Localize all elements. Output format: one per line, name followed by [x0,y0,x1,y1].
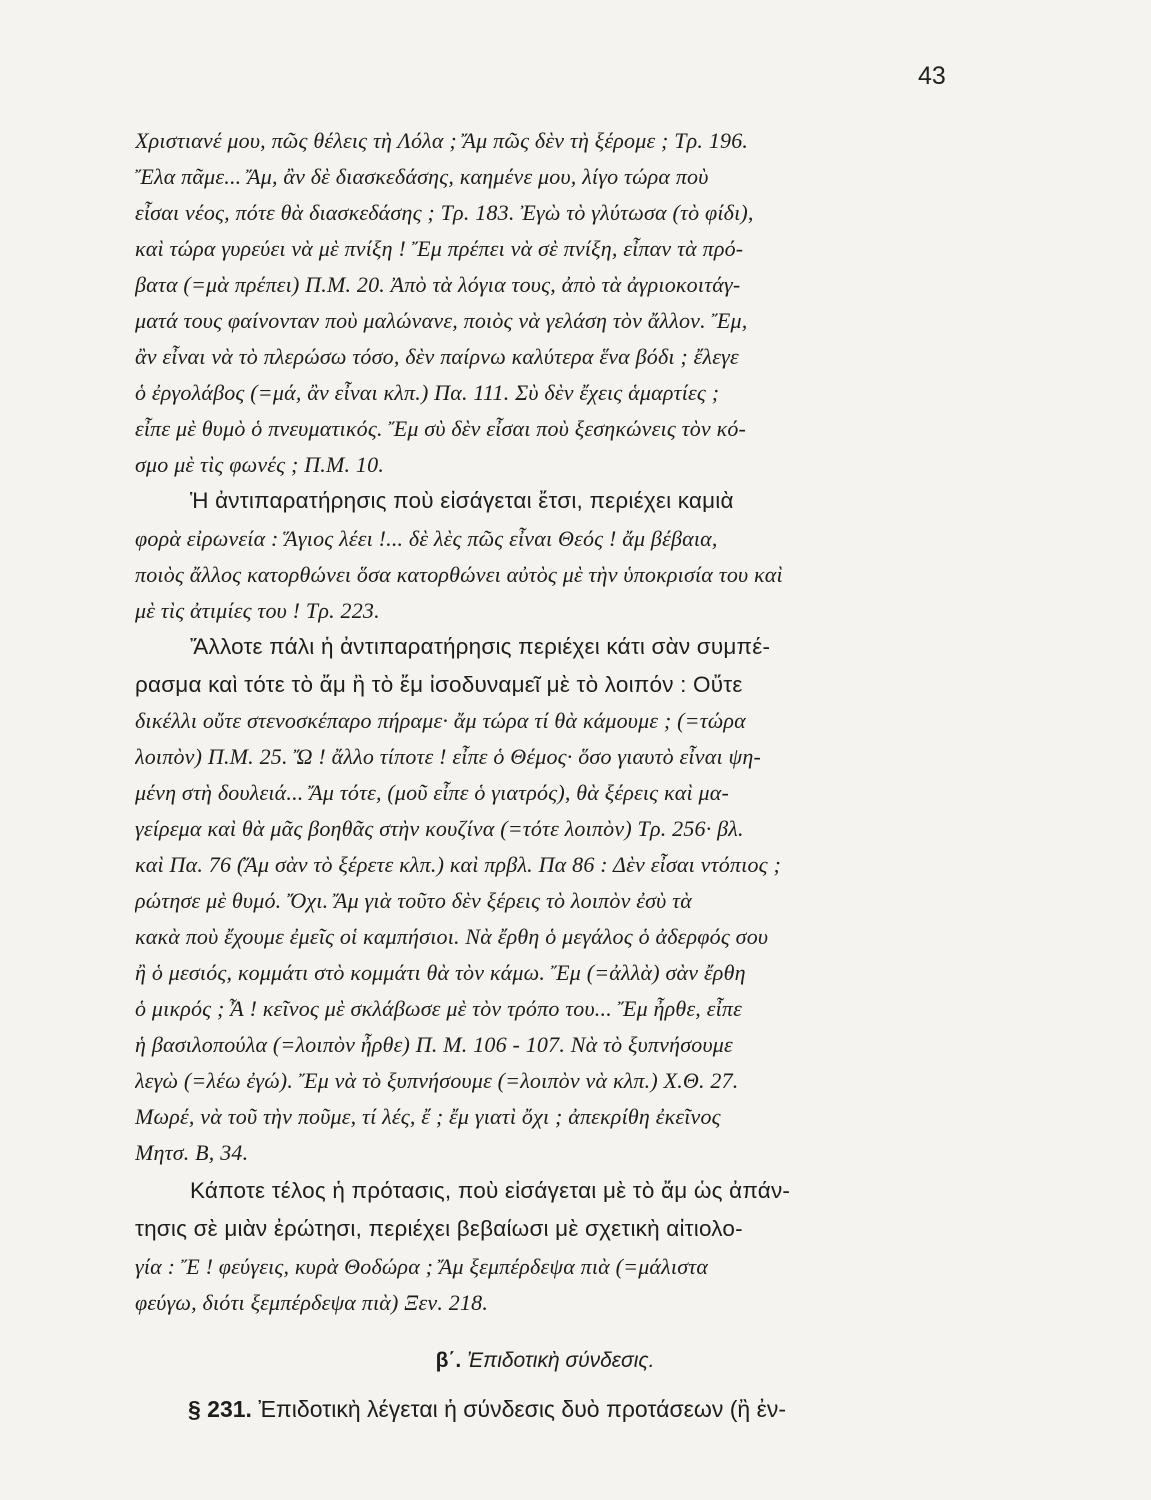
text-line: φορὰ εἰρωνεία : Ἅγιος λέει !... δὲ λὲς πῶς εἶναι Θεός ! ἄμ βέβαια, [135,526,718,551]
text-line: ὁ ἐργολάβος (=μά, ἂν εἶναι κλπ.) Πα. 111. Σὺ δὲν ἔχεις ἁμαρτίες ; [135,380,720,405]
text-line: λεγὼ (=λέω ἐγώ). Ἔμ νὰ τὸ ξυπνήσουμε (=λοιπὸν νὰ κλπ.) Χ.Θ. 27. [135,1068,739,1093]
text-line: δικέλλι οὔτε στενοσκέπαρο πήραμε· ἄμ τώρα τί θὰ κάμουμε ; (=τώρα [135,708,746,733]
section-number: § 231. [188,1396,252,1422]
text-line: τησις σὲ μιὰν ἐρώτησι, περιέχει βεβαίωσι μὲ σχετικὴ αἰτιολο- [135,1216,743,1241]
paragraph-start: Ἄλλοτε πάλι ἡ ἀντιπαρατήρησις περιέχει κάτι σὰν συμπέ- [190,634,771,659]
text-line: γία : Ἔ ! φεύγεις, κυρὰ Θοδώρα ; Ἄμ ξεμπέρδεψα πιὰ (=μάλιστα [135,1254,709,1279]
text-line: φεύγω, διότι ξεμπέρδεψα πιὰ) Ξεν. 218. [135,1290,489,1315]
paragraph-start: Κάποτε τέλος ἡ πρότασις, ποὺ εἰσάγεται μὲ τὸ ἄμ ὡς ἀπάν- [190,1178,791,1203]
text-line: λοιπὸν) Π.Μ. 25. Ὤ ! ἄλλο τίποτε ! εἶπε ὁ Θέμος· ὅσο γιαυτὸ εἶναι ψη- [135,744,761,769]
text-line: καὶ τώρα γυρεύει νὰ μὲ πνίξη ! Ἔμ πρέπει νὰ σὲ πνίξη, εἶπαν τὰ πρό- [135,236,744,261]
subsection-symbol: β΄. [435,1349,462,1372]
text-line: ἡ βασιλοπούλα (=λοιπὸν ἦρθε) Π. Μ. 106 - 107. Νὰ τὸ ξυπνήσουμε [135,1032,733,1057]
text-line: Μωρέ, νὰ τοῦ τὴν ποῦμε, τί λές, ἔ ; ἔμ γιατὶ ὄχι ; ἀπεκρίθη ἐκεῖνος [135,1104,721,1129]
text-line: ἂν εἶναι νὰ τὸ πλερώσω τόσο, δὲν παίρνω καλύτερα ἕνα βόδι ; ἔλεγε [135,344,739,369]
text-line: σμο μὲ τὶς φωνές ; Π.Μ. 10. [135,452,385,477]
text-line: καὶ Πα. 76 (Ἄμ σὰν τὸ ξέρετε κλπ.) καὶ πρβλ. Πα 86 : Δὲν εἶσαι ντόπιος ; [135,852,782,877]
text-line: ἢ ὁ μεσιός, κομμάτι στὸ κομμάτι θὰ τὸν κάμω. Ἔμ (=ἀλλὰ) σὰν ἔρθη [135,960,746,985]
text-line: μένη στὴ δουλειά... Ἄμ τότε, (μοῦ εἶπε ὁ γιατρός), θὰ ξέρεις καὶ μα- [135,780,730,805]
paragraph-start: Ἡ ἀντιπαρατήρησις ποὺ εἰσάγεται ἔτσι, περιέχει καμιὰ [190,488,734,513]
text-line: κακὰ ποὺ ἔχουμε ἐμεῖς οἱ καμπήσιοι. Νὰ ἔρθη ὁ μεγάλος ὁ ἀδερφός σου [135,924,769,949]
text-line: βατα (=μὰ πρέπει) Π.Μ. 20. Ἀπὸ τὰ λόγια τους, ἀπὸ τὰ ἀγριοκοιτάγ- [135,272,741,297]
text-line: Ἔλα πᾶμε... Ἄμ, ἂν δὲ διασκεδάσης, καημένε μου, λίγο τώρα ποὺ [135,164,709,189]
text-line: ποιὸς ἄλλος κατορθώνει ὅσα κατορθώνει αὐτὸς μὲ τὴν ὑποκρισία του καὶ [135,562,783,587]
section-paragraph [188,1392,955,1426]
text-line: ματά τους φαίνονταν ποὺ μαλώνανε, ποιὸς νὰ γελάση τὸν ἄλλον. Ἔμ, [135,308,748,333]
text-line: ρασμα καὶ τότε τὸ ἄμ ἢ τὸ ἔμ ἰσοδυναμεῖ μὲ τὸ λοιπόν : Οὔτε [135,672,743,697]
text-line: ὁ μικρός ; Ἆ ! κεῖνος μὲ σκλάβωσε μὲ τὸν τρόπο του... Ἔμ ἦρθε, εἶπε [135,996,742,1021]
text-line: γείρεμα καὶ θὰ μᾶς βοηθᾶς στὴν κουζίνα (=τότε λοιπὸν) Τρ. 256· βλ. [135,816,744,841]
text-line: ρώτησε μὲ θυμό. Ὄχι. Ἄμ γιὰ τοῦτο δὲν ξέρεις τὸ λοιπὸν ἐσὺ τὰ [135,888,692,913]
subsection-heading [135,1344,955,1378]
page-number: 43 [918,62,946,90]
section-text: Ἐπιδοτικὴ λέγεται ἡ σύνδεσις δυὸ προτάσεων (ἢ ἐν- [258,1396,786,1422]
subsection-title: Ἐπιδοτικὴ σύνδεσις. [467,1349,655,1372]
text-line: Μητσ. Β, 34. [135,1140,249,1165]
text-line: εἶσαι νέος, πότε θὰ διασκεδάσης ; Τρ. 183. Ἐγὼ τὸ γλύτωσα (τὸ φίδι), [135,200,754,225]
text-line: Χριστιανέ μου, πῶς θέλεις τὴ Λόλα ; Ἄμ πῶς δὲν τὴ ξέρομε ; Τρ. 196. [135,128,749,153]
text-line: μὲ τὶς ἀτιμίες του ! Τρ. 223. [135,598,380,623]
text-line: εἶπε μὲ θυμὸ ὁ πνευματικός. Ἔμ σὺ δὲν εἶσαι ποὺ ξεσηκώνεις τὸν κό- [135,416,747,441]
